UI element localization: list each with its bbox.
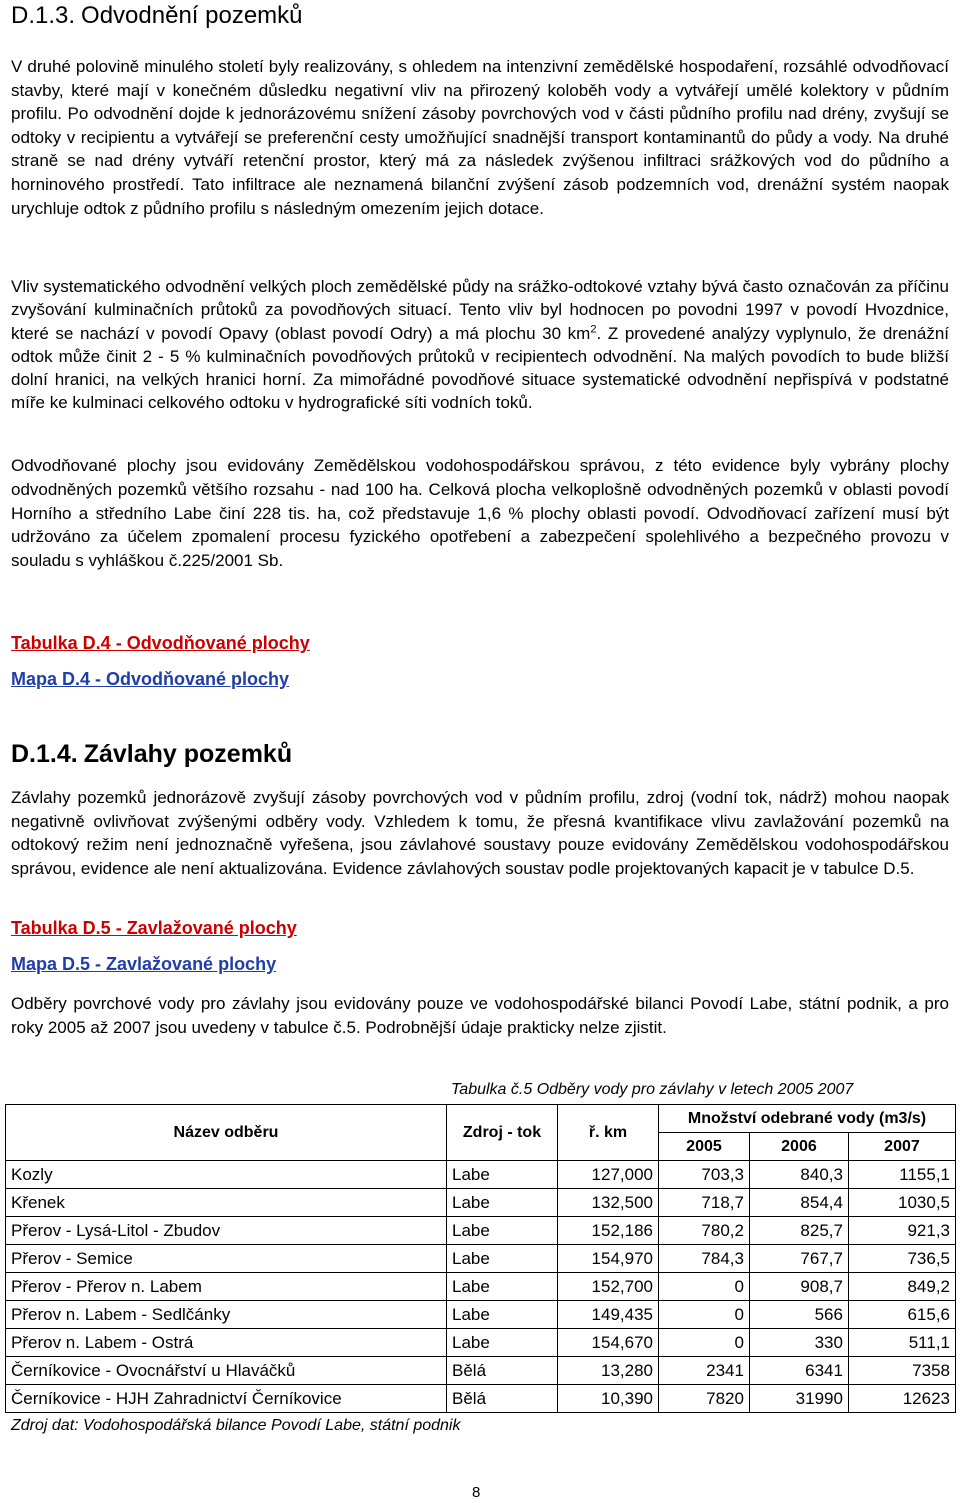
cell-2007: 921,3	[848, 1217, 955, 1245]
cell-rkm: 154,670	[558, 1329, 659, 1357]
table-row	[6, 1217, 956, 1245]
paragraph-text: . Z provedené analýzy vyplynulo, že drenážní odtok může činit 2 - 5 % kulminačních povodňových průtoků v recipientech odvodnění. Na malých povodích to bude bližší dolní hranici, na velkých hranici horní. Za mimořádné povodňové situace systematické odvodnění nepřispívá v podstatné míře ke kulminaci celkového odtoku v hydrografické síti vodních toků.	[11, 323, 949, 413]
table-caption	[451, 1081, 853, 1099]
cell-2007: 736,5	[848, 1245, 955, 1273]
table-row	[6, 1189, 956, 1217]
section-number: D.1.3.	[11, 2, 76, 29]
header-name: Název odběru	[6, 1105, 447, 1161]
table-row	[6, 1161, 956, 1189]
cell-source: Labe	[447, 1161, 558, 1189]
table-row	[6, 1329, 956, 1357]
cell-name: Křenek	[6, 1189, 447, 1217]
cell-2005: 7820	[659, 1385, 750, 1413]
cell-source: Bělá	[447, 1385, 558, 1413]
paragraph-odvodneni-2	[11, 275, 949, 415]
table-row	[6, 1301, 956, 1329]
paragraph-zavlahy-1: Závlahy pozemků jednorázově zvyšují zásoby povrchových vod v půdním profilu, zdroj (vodní tok, nádrž) mohou naopak negativně ovlivňovat zvýšenými odběry vody. Vzhledem k tomu, že přesná kvantifikace vlivu zavlažování pozemků na odtokový režim není jednoznačně vyřešena, jsou závlahové soustavy pouze evidovány Zemědělskou vodohospodářskou správou, evidence ale není aktualizována. Evidence závlahových soustav podle projektovaných kapacit je v tabulce D.5.	[11, 788, 949, 878]
cell-2007: 511,1	[848, 1329, 955, 1357]
cell-name: Přerov - Semice	[6, 1245, 447, 1273]
source-note: Zdroj dat: Vodohospodářská bilance Povodí Labe, státní podnik	[11, 1417, 461, 1434]
cell-source: Labe	[447, 1245, 558, 1273]
cell-source: Labe	[447, 1217, 558, 1245]
table-body	[6, 1161, 956, 1413]
cell-source: Bělá	[447, 1357, 558, 1385]
paragraph-zavlahy-2: Odběry povrchové vody pro závlahy jsou evidovány pouze ve vodohospodářské bilanci Povodí Labe, státní podnik, a pro roky 2005 až 2007 jsou uvedeny v tabulce č.5. Podrobnější údaje prakticky nelze zjistit.	[11, 994, 949, 1037]
section-number: D.1.4.	[11, 740, 78, 768]
cell-name: Černíkovice - HJH Zahradnictví Černíkovice	[6, 1385, 447, 1413]
header-rkm: ř. km	[558, 1105, 659, 1161]
cell-2005: 0	[659, 1273, 750, 1301]
cell-rkm: 10,390	[558, 1385, 659, 1413]
cell-2006: 767,7	[749, 1245, 848, 1273]
cell-2007: 615,6	[848, 1301, 955, 1329]
cell-name: Přerov - Přerov n. Labem	[6, 1273, 447, 1301]
cell-rkm: 127,000	[558, 1161, 659, 1189]
header-source: Zdroj - tok	[447, 1105, 558, 1161]
cell-rkm: 149,435	[558, 1301, 659, 1329]
cell-rkm: 152,700	[558, 1273, 659, 1301]
cell-2006: 566	[749, 1301, 848, 1329]
table-row	[6, 1357, 956, 1385]
cell-name: Černíkovice - Ovocnářství u Hlaváčků	[6, 1357, 447, 1385]
cell-2007: 849,2	[848, 1273, 955, 1301]
cell-2005: 718,7	[659, 1189, 750, 1217]
header-2006: 2006	[749, 1133, 848, 1161]
cell-2005: 703,3	[659, 1161, 750, 1189]
superscript: 2	[590, 322, 597, 335]
cell-name: Přerov n. Labem - Ostrá	[6, 1329, 447, 1357]
section-title: Odvodnění pozemků	[81, 2, 303, 29]
header-2007: 2007	[848, 1133, 955, 1161]
cell-2007: 12623	[848, 1385, 955, 1413]
cell-2006: 840,3	[749, 1161, 848, 1189]
cell-source: Labe	[447, 1273, 558, 1301]
cell-name: Kozly	[6, 1161, 447, 1189]
paragraph-text: Vliv systematického odvodnění velkých ploch zemědělské půdy na srážko-odtokové vztahy bývá často označován za příčinu zvyšování kulminačních průtoků za povodňových situací. Tento vliv byl hodnocen po povodni 1997 v povodí Hvozdnice, které se nachází v povodí Opavy (oblast povodí Odry) a má plochu 30 km	[11, 277, 949, 343]
cell-2007: 1030,5	[848, 1189, 955, 1217]
link-map-d5[interactable]: Mapa D.5 - Zavlažované plochy	[11, 954, 277, 974]
link-table-d5[interactable]: Tabulka D.5 - Zavlažované plochy	[11, 918, 297, 938]
cell-name: Přerov n. Labem - Sedlčánky	[6, 1301, 447, 1329]
cell-2006: 854,4	[749, 1189, 848, 1217]
paragraph-odvodneni-1: V druhé polovině minulého století byly realizovány, s ohledem na intenzivní zemědělské hospodaření, rozsáhlé odvodňovací stavby, které mají v konečném důsledku negativní vliv na přirozený koloběh vody a vytvářejí umělé kolektory v půdním profilu. Po odvodnění dojde k jednorázovému snížení zásoby povrchových vod v části půdního profilu nad drény, zvyšují se odtoky v recipientu a vytvářejí se preferenční cesty umožňující snadnější transport kontaminantů do půdy a vody. Na druhé straně se nad drény vytváří retenční prostor, který má za následek zvýšenou infiltraci srážkových vod do půdního a horninového prostředí. Tato infiltrace ale neznamená bilanční zvýšení zásob podzemních vod, drenážní systém naopak urychluje odtok z půdního profilu s následným omezením jejich dotace.	[11, 57, 949, 218]
cell-source: Labe	[447, 1329, 558, 1357]
cell-2006: 330	[749, 1329, 848, 1357]
cell-2005: 0	[659, 1329, 750, 1357]
cell-2005: 780,2	[659, 1217, 750, 1245]
link-table-d4[interactable]: Tabulka D.4 - Odvodňované plochy	[11, 633, 310, 653]
section-heading-zavlahy	[11, 740, 292, 769]
cell-rkm: 154,970	[558, 1245, 659, 1273]
caption-prefix: Tabulka č.5	[451, 1081, 537, 1098]
table-row	[6, 1273, 956, 1301]
cell-rkm: 152,186	[558, 1217, 659, 1245]
section-heading-odvodneni	[11, 2, 303, 30]
header-quantity: Množství odebrané vody (m3/s)	[659, 1105, 956, 1133]
header-2005: 2005	[659, 1133, 750, 1161]
page-number: 8	[472, 1484, 481, 1501]
cell-2005: 784,3	[659, 1245, 750, 1273]
cell-2006: 825,7	[749, 1217, 848, 1245]
cell-2006: 6341	[749, 1357, 848, 1385]
caption-main: Odběry vody pro závlahy v letech 2005 2007	[536, 1081, 854, 1098]
cell-2006: 31990	[749, 1385, 848, 1413]
cell-name: Přerov - Lysá-Litol - Zbudov	[6, 1217, 447, 1245]
cell-2007: 7358	[848, 1357, 955, 1385]
cell-rkm: 132,500	[558, 1189, 659, 1217]
cell-2006: 908,7	[749, 1273, 848, 1301]
table-row	[6, 1245, 956, 1273]
table-row	[6, 1385, 956, 1413]
cell-2007: 1155,1	[848, 1161, 955, 1189]
cell-2005: 2341	[659, 1357, 750, 1385]
paragraph-odvodneni-3: Odvodňované plochy jsou evidovány Zemědělskou vodohospodářskou správou, z této evidence byly vybrány plochy odvodněných pozemků většího rozsahu - nad 100 ha. Celková plocha velkoplošně odvodněných pozemků v oblasti povodí Horního a středního Labe činí 228 tis. ha, což představuje 1,6 % plochy oblasti povodí. Odvodňovací zařízení musí být udržováno za účelem zpomalení procesu fyzického opotřebení a zabezpečení spolehlivého a bezpečného provozu v souladu s vyhláškou č.225/2001 Sb.	[11, 456, 949, 571]
link-map-d4[interactable]: Mapa D.4 - Odvodňované plochy	[11, 669, 290, 689]
section-title: Závlahy pozemků	[83, 740, 293, 768]
irrigation-table	[5, 1104, 956, 1413]
cell-rkm: 13,280	[558, 1357, 659, 1385]
cell-source: Labe	[447, 1301, 558, 1329]
cell-2005: 0	[659, 1301, 750, 1329]
cell-source: Labe	[447, 1189, 558, 1217]
